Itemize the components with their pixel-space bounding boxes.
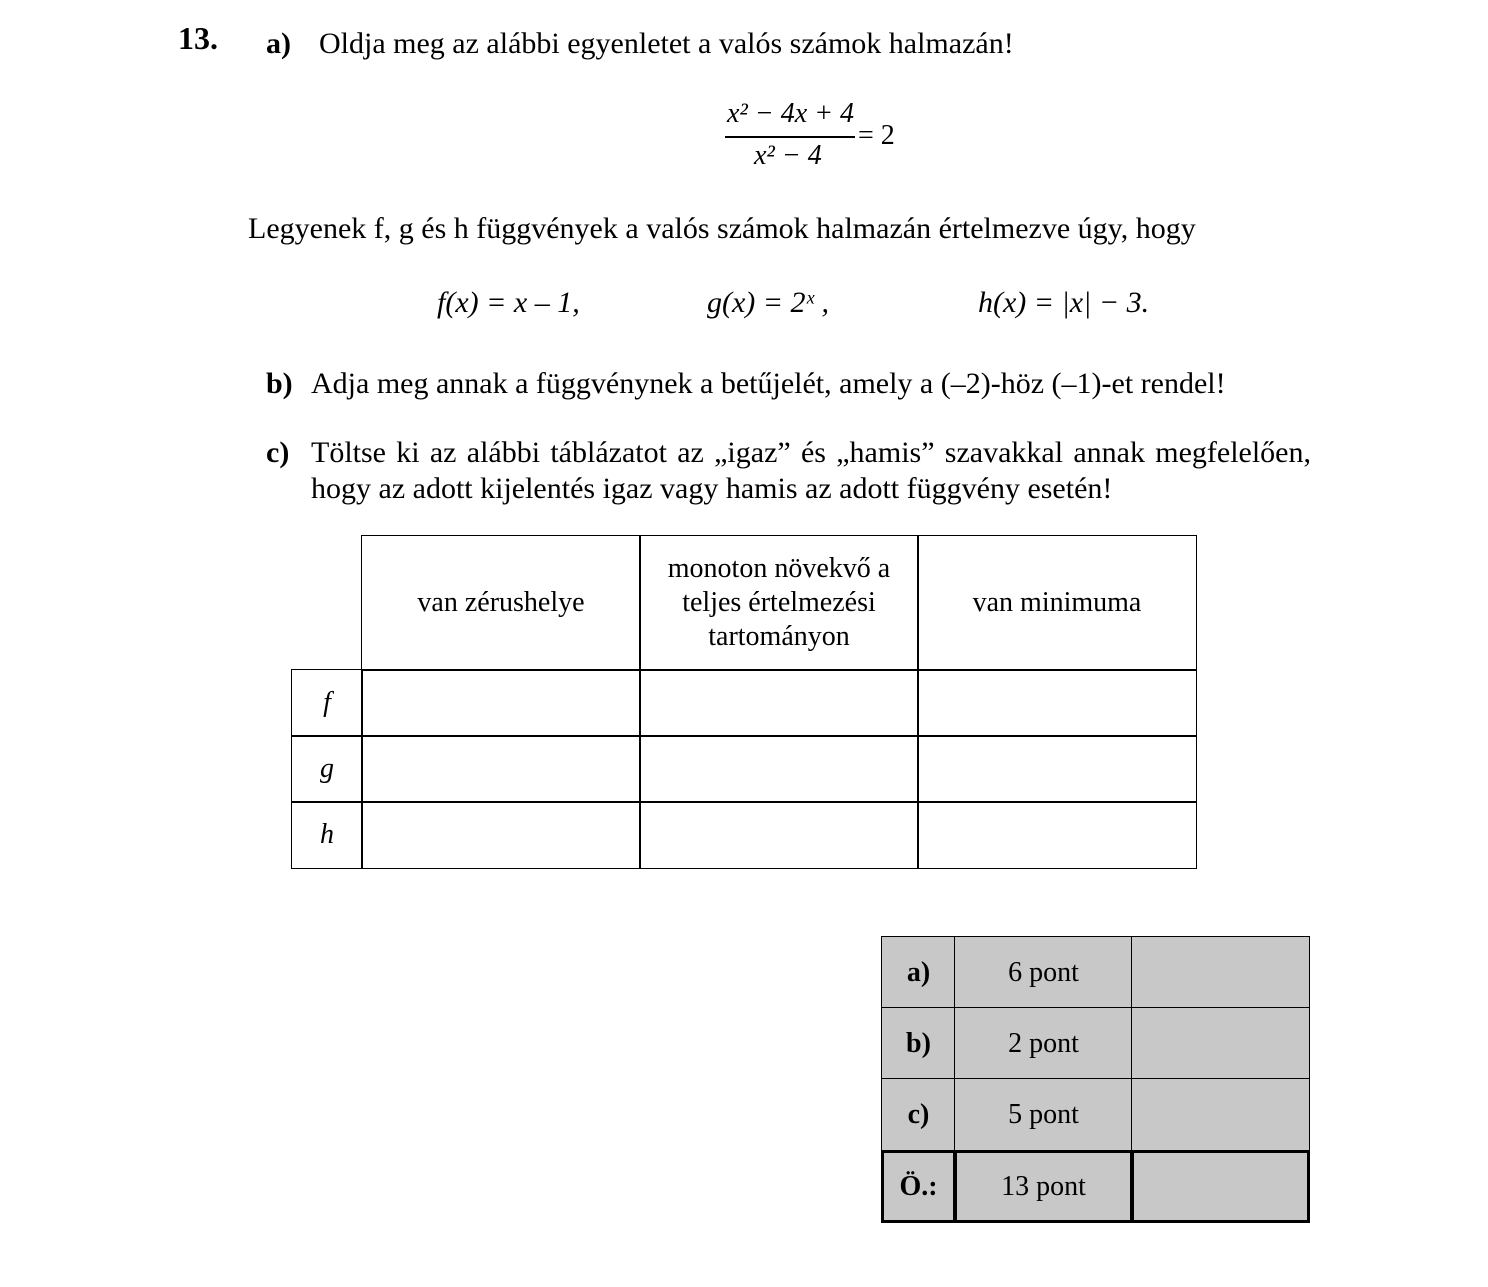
answer-cell[interactable] [917,801,1197,869]
equation-numerator: x² − 4x + 4 [727,98,855,129]
score-total-earned-cell[interactable] [1131,1150,1310,1223]
answer-cell[interactable] [917,735,1197,803]
score-label: a) [906,956,931,988]
functions-intro: Legyenek f, g és h függvények a valós számok halmazán értelmezve úgy, hogy [248,212,1196,245]
score-points-cell [954,1007,1133,1080]
row-label-cell [291,735,363,803]
task-number: 13. [178,20,218,56]
score-earned-cell[interactable] [1131,936,1310,1009]
row-label-h: h [320,819,334,850]
equation [722,98,902,178]
score-points: 5 pont [1008,1098,1079,1130]
part-a-text: Oldja meg az alábbi egyenletet a valós számok halmazán! [319,27,1014,60]
row-label-f: f [323,687,331,718]
score-points: 6 pont [1008,956,1079,988]
row-label-cell [291,801,363,869]
table-header-cell [917,535,1197,671]
row-label-cell [291,669,363,737]
answer-cell[interactable] [917,669,1197,737]
answer-cell[interactable] [361,735,641,803]
equation-denominator: x² − 4 [754,140,822,171]
score-label-cell [881,1007,956,1080]
answer-cell[interactable] [639,735,919,803]
function-g-definition: g(x) = 2ˣ , [707,286,830,319]
score-label: c) [907,1098,930,1130]
part-b-text: Adja meg annak a függvénynek a betűjelét, amely a (–2)-höz (–1)-et rendel! [311,367,1226,400]
equation-rhs: = 2 [858,120,895,151]
header-minimum: van minimuma [972,587,1142,618]
table-header-cell [639,535,919,671]
score-earned-cell[interactable] [1131,1007,1310,1080]
score-points: 2 pont [1008,1027,1079,1059]
score-points-cell [954,1078,1133,1151]
answer-cell[interactable] [639,801,919,869]
score-total-label-cell [881,1150,956,1223]
score-label-cell [881,936,956,1009]
part-c-label: c) [266,436,290,469]
score-total-points: 13 pont [1001,1170,1086,1202]
fraction-bar [725,136,855,138]
function-f-definition: f(x) = x – 1, [437,286,580,319]
part-c-text: Töltse ki az alábbi táblázatot az „igaz” és „hamis” szavakkal annak megfelelően, hogy az adott kijelentés igaz vagy hamis az adott függvény esetén! [311,436,1311,505]
part-b-label: b) [266,367,293,400]
header-zero: van zérushelye [417,587,585,618]
table-header-cell [361,535,641,671]
row-label-g: g [320,753,334,784]
score-earned-cell[interactable] [1131,1078,1310,1151]
part-a-label: a) [266,27,291,60]
score-total-label: Ö.: [899,1170,938,1202]
score-points-cell [954,936,1133,1009]
score-label-cell [881,1078,956,1151]
answer-cell[interactable] [639,669,919,737]
header-monotonic: monoton növekvő a teljes értelmezési tartományon [667,553,891,652]
score-label: b) [906,1027,931,1059]
answer-cell[interactable] [361,801,641,869]
function-h-definition: h(x) = |x| − 3. [978,286,1150,319]
answer-cell[interactable] [361,669,641,737]
score-total-points-cell [954,1150,1133,1223]
